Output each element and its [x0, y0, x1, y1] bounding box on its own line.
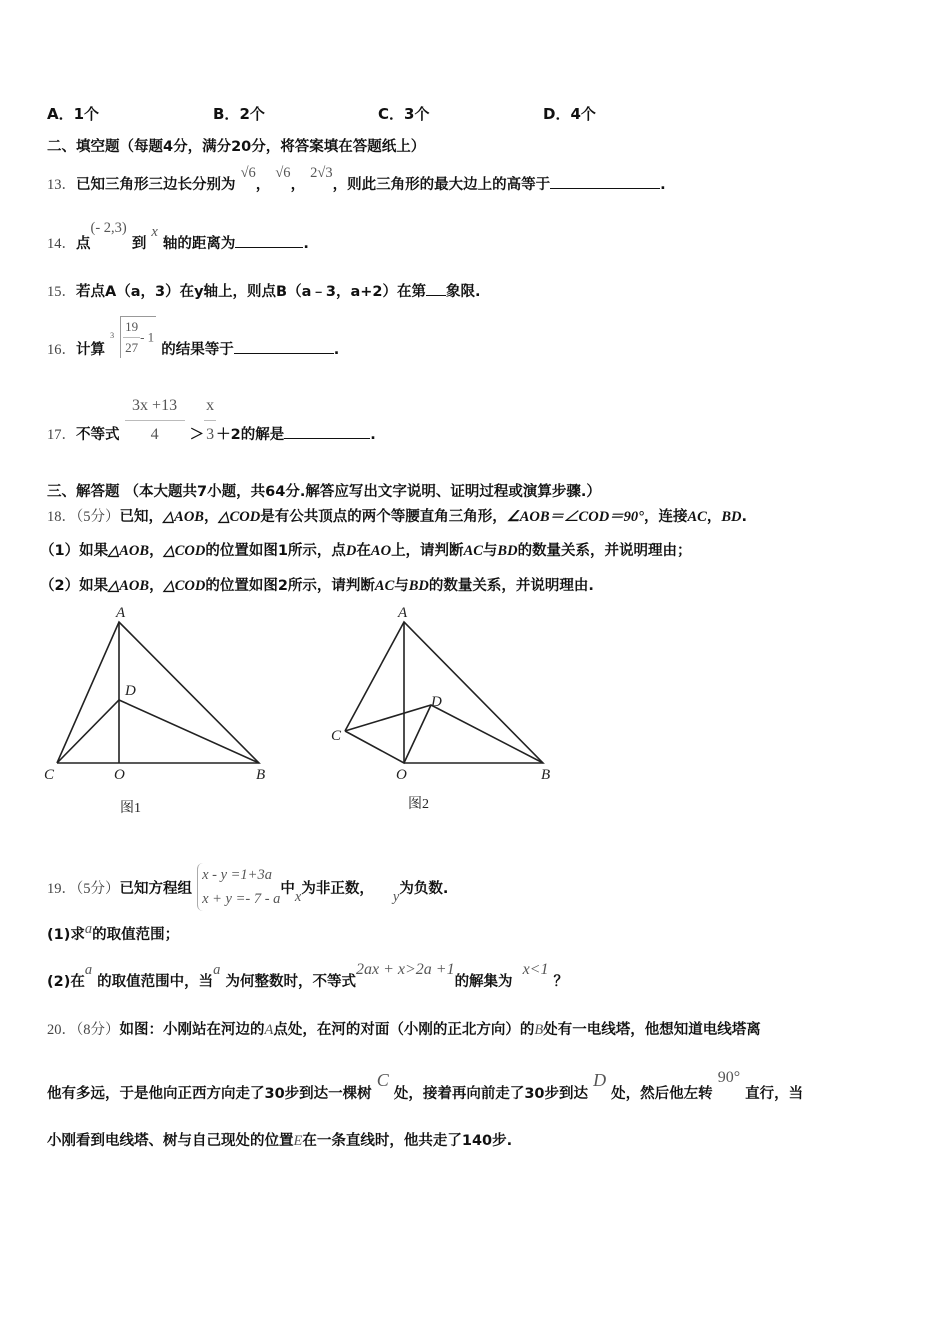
math-solution: x<1	[522, 961, 549, 978]
math-sqrt6: √6	[275, 165, 291, 181]
math-y: y	[392, 889, 400, 905]
score: （8分）	[76, 1022, 120, 1038]
equation-1: x - y =1+3a	[202, 867, 272, 883]
question-19-part-2	[47, 961, 569, 992]
part-text: （2）如果	[40, 578, 109, 594]
angle-90: 90°	[717, 1069, 741, 1086]
fig2-label-c: C	[331, 728, 342, 744]
fig2-segments-co-od	[345, 705, 431, 763]
option-letter: C．	[378, 105, 405, 123]
segment-bd: BD	[721, 509, 742, 525]
figure-2	[345, 622, 543, 763]
triangle-cod: △COD	[218, 509, 261, 525]
fig2-label-o: O	[396, 767, 407, 783]
equation-system	[197, 863, 280, 911]
part-text: 的取值范围中，当	[97, 974, 214, 990]
figure-1	[57, 622, 259, 763]
point-c: C	[376, 1070, 389, 1090]
fig1-label-b: B	[256, 767, 266, 783]
fig1-triangle-acb	[57, 622, 259, 763]
period: .	[660, 177, 666, 193]
part-text: 为何整数时，不等式	[225, 974, 356, 990]
math-a: a	[84, 962, 93, 978]
math-point: (- 2,3)	[90, 220, 127, 236]
part-text: 的数量关系，并说明理由；	[517, 543, 692, 559]
numerator: x	[204, 396, 216, 421]
triangle-aob: △AOB	[108, 578, 150, 594]
question-number: 17．	[47, 427, 76, 443]
math-2sqrt3: 2√3	[310, 165, 333, 181]
denominator: 3	[206, 425, 215, 443]
q19-text: 为非正数，	[301, 881, 374, 897]
point-a: A	[264, 1022, 274, 1038]
q14-text: 到	[131, 236, 147, 252]
part-text: 的解集为	[454, 974, 513, 990]
question-number: 18．	[47, 509, 76, 525]
fig1-label-o: O	[114, 767, 125, 783]
option-text: 3个	[404, 105, 430, 123]
fig1-label-c: C	[44, 767, 55, 783]
score: （5分）	[76, 881, 120, 897]
math-inequality: 2ax + x>2a +1	[355, 961, 455, 978]
question-19	[47, 867, 448, 911]
segment-ao: AO	[370, 543, 392, 559]
sep: ，	[255, 177, 271, 193]
option-text: 1个	[73, 105, 100, 123]
section-2-heading: 二、填空题（每题4分，满分20分，将答案填在答题纸上）	[47, 139, 426, 155]
part-text: （1）如果	[40, 543, 109, 559]
numerator: 3x +13	[125, 396, 185, 421]
segment-bd: BD	[497, 543, 518, 559]
q15-text: 若点A（a，3）在y轴上，则点B（a﹣3，a+2）在第	[76, 284, 426, 300]
part-text: (1)求	[47, 927, 85, 943]
segment-ac: AC	[687, 509, 707, 525]
question-number: 14．	[47, 236, 76, 252]
sep: ，	[149, 543, 164, 559]
q19-text: 为负数.	[399, 881, 449, 897]
triangle-cod: △COD	[163, 578, 206, 594]
q15-text: 象限.	[446, 284, 481, 300]
segment-ac: AC	[374, 578, 395, 594]
part-text: 的位置如图1所示，点	[205, 543, 346, 559]
q19-text: 已知方程组	[119, 881, 192, 897]
point-b: B	[534, 1022, 544, 1038]
q18-text: ，连接	[643, 509, 688, 525]
fig2-label-b: B	[541, 767, 551, 783]
q13-text: 已知三角形三边长分别为	[76, 177, 236, 193]
option-letter: A．	[47, 105, 74, 123]
q19-text: 中	[280, 881, 295, 897]
math-a: a	[84, 921, 93, 937]
fig2-label-d: D	[431, 694, 442, 710]
fig2-caption: 图2	[408, 797, 429, 812]
sep: ，	[203, 509, 219, 525]
option-text: 2个	[239, 105, 265, 123]
q20-text: 处有一电线塔，他想知道电线塔离	[543, 1022, 761, 1038]
part-text: 的取值范围；	[92, 927, 180, 943]
period: .	[303, 236, 309, 252]
equation-2: x + y =- 7 - a	[202, 891, 281, 907]
question-number: 19．	[47, 881, 76, 897]
q13-text: ，则此三角形的最大边上的高等于	[332, 177, 551, 193]
q20-text: 他有多远，于是他向正西方向走了30步到达一棵树	[47, 1086, 372, 1102]
sep: ，	[290, 177, 306, 193]
option-text: 4个	[570, 105, 596, 123]
point-d: D	[593, 1070, 607, 1090]
fig2-label-a: A	[398, 605, 408, 621]
q20-text: 直行，当	[745, 1086, 804, 1102]
question-20-line-1	[47, 1020, 761, 1040]
triangle-aob: △AOB	[108, 543, 150, 559]
q16-text: 计算	[76, 342, 105, 358]
part-text: 与	[394, 578, 409, 594]
denominator: 27	[125, 340, 139, 355]
root-index: 3	[110, 331, 115, 340]
q20-text: 在一条直线时，他共走了140步.	[302, 1133, 513, 1149]
fig1-label-a: A	[116, 605, 126, 621]
q20-text: 小刚看到电线塔、树与自己现处的位置	[47, 1133, 294, 1149]
q20-text: 处，接着再向前走了30步到达	[393, 1086, 589, 1102]
question-20-line-3	[47, 1131, 512, 1151]
math-sqrt6: √6	[240, 165, 256, 181]
question-mark: ？	[553, 974, 569, 990]
question-19-part-1	[47, 921, 180, 945]
sep: ，	[149, 578, 164, 594]
part-text: 在	[356, 543, 371, 559]
math-x: x	[294, 889, 302, 905]
period: .	[333, 342, 340, 358]
option-letter: D．	[543, 105, 571, 123]
fig2-segments-ca-ab-bo	[345, 622, 543, 763]
score: （5分）	[76, 509, 120, 525]
q16-text: 的结果等于	[161, 342, 234, 358]
segment-ac: AC	[463, 543, 483, 559]
fig1-label-d: D	[125, 683, 136, 699]
point-e: E	[293, 1133, 303, 1149]
q17-text: 不等式	[76, 427, 120, 443]
q18-text: 是有公共顶点的两个等腰直角三角形，	[260, 509, 507, 525]
question-number: 15．	[47, 284, 76, 300]
q17-text: ＋2的解是	[216, 427, 285, 443]
option-letter: B．	[213, 105, 240, 123]
greater-than: ＞	[189, 427, 205, 443]
question-number: 13．	[47, 177, 76, 193]
fig1-caption: 图1	[120, 801, 141, 816]
segment-bd: BD	[408, 578, 429, 594]
angle-condition: ∠AOB＝∠COD＝90°	[506, 509, 644, 525]
part-text: 的位置如图2所示，请判断	[205, 578, 375, 594]
sep: ，	[706, 509, 722, 525]
denominator: 4	[150, 425, 159, 443]
q20-text: 如图：小刚站在河边的	[119, 1022, 265, 1038]
numerator: 19	[123, 317, 140, 338]
period: .	[370, 427, 376, 443]
question-number: 20．	[47, 1022, 76, 1038]
question-20-line-2	[47, 1069, 804, 1104]
part-text: 上，请判断	[391, 543, 464, 559]
q14-text: 轴的距离为	[162, 236, 236, 252]
part-text: 与	[482, 543, 498, 559]
question-number: 16．	[47, 342, 76, 358]
part-text: (2)在	[47, 974, 85, 990]
minus-one: - 1	[140, 329, 155, 345]
math-x: x	[151, 224, 158, 240]
q18-text: 已知，	[119, 509, 163, 525]
q20-text: 处，然后他左转	[611, 1086, 713, 1102]
triangle-cod: △COD	[163, 543, 206, 559]
q14-text: 点	[76, 236, 91, 252]
point-d: D	[345, 543, 357, 559]
section-3-heading: 三、解答题 （本大题共7小题，共64分.解答应写出文字说明、证明过程或演算步骤.）	[47, 484, 601, 500]
triangle-aob: △AOB	[163, 509, 204, 525]
q20-text: 点处，在河的对面（小刚的正北方向）的	[273, 1022, 535, 1038]
math-a: a	[213, 962, 221, 978]
period: .	[741, 509, 747, 525]
part-text: 的数量关系，并说明理由.	[428, 578, 594, 594]
